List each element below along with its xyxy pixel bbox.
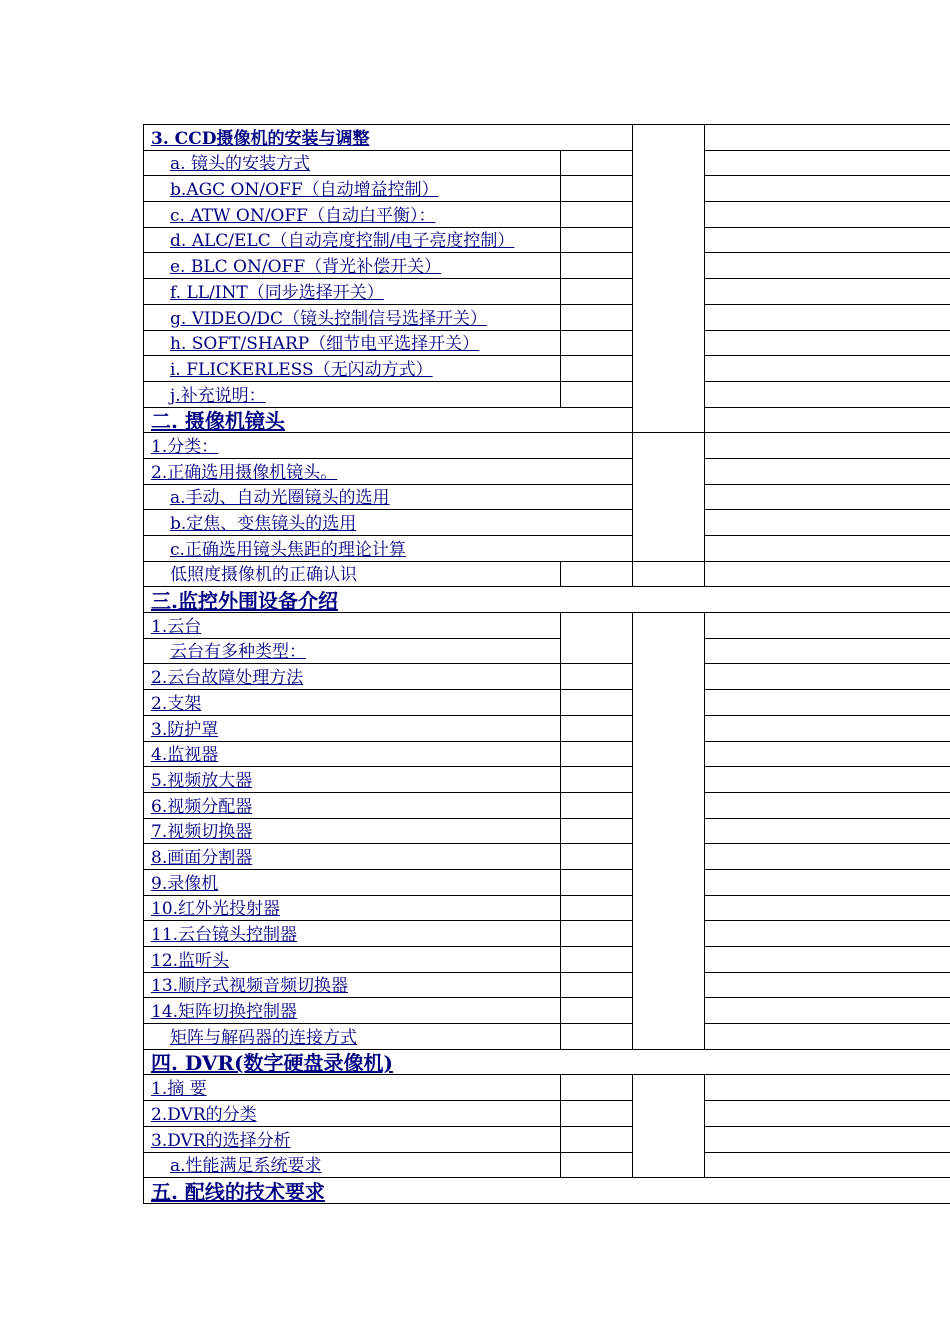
table-row xyxy=(144,869,950,895)
row-title-cell xyxy=(144,561,561,587)
outline-item[interactable]: 2.云台故障处理方法 xyxy=(151,668,304,689)
table-row xyxy=(144,279,950,305)
empty-cell xyxy=(633,561,705,587)
empty-cell xyxy=(561,279,633,305)
empty-cell xyxy=(561,947,633,973)
table-row xyxy=(144,690,950,716)
row-title-cell xyxy=(144,844,561,870)
row-title-cell xyxy=(144,536,633,562)
notes-cell xyxy=(705,1152,950,1178)
notes-cell xyxy=(705,741,950,767)
outline-item[interactable]: 10.红外光投射器 xyxy=(151,899,281,920)
outline-item[interactable]: e. BLC ON/OFF（背光补偿开关） xyxy=(170,257,442,278)
table-row xyxy=(144,1152,950,1178)
empty-cell xyxy=(561,844,633,870)
table-row xyxy=(144,125,950,151)
notes-cell xyxy=(705,638,950,664)
table-row xyxy=(144,433,950,459)
outline-item[interactable]: c. ATW ON/OFF（自动白平衡）： xyxy=(170,205,436,226)
notes-cell xyxy=(705,1126,950,1152)
table-row xyxy=(144,638,950,664)
empty-cell xyxy=(561,150,633,176)
row-title-cell xyxy=(144,1178,950,1204)
table-row xyxy=(144,587,950,613)
row-title-cell xyxy=(144,458,633,484)
row-title-cell xyxy=(144,125,633,151)
empty-cell xyxy=(561,304,633,330)
row-title-cell xyxy=(144,613,561,639)
table-row xyxy=(144,407,950,433)
row-title-cell xyxy=(144,869,561,895)
notes-cell xyxy=(705,844,950,870)
table-row xyxy=(144,1101,950,1127)
table-row xyxy=(144,202,950,228)
notes-cell xyxy=(705,818,950,844)
outline-item[interactable]: 2.DVR的分类 xyxy=(151,1104,257,1125)
empty-cell xyxy=(561,330,633,356)
empty-cell xyxy=(561,227,633,253)
empty-cell xyxy=(561,690,633,716)
notes-cell xyxy=(705,1101,950,1127)
row-title-cell xyxy=(144,972,561,998)
notes-cell xyxy=(705,510,950,536)
table-row xyxy=(144,330,950,356)
notes-cell xyxy=(705,458,950,484)
table-row xyxy=(144,818,950,844)
outline-item[interactable]: 11.云台镜头控制器 xyxy=(151,925,298,945)
notes-cell xyxy=(705,150,950,176)
outline-item[interactable]: 7.视频切换器 xyxy=(151,822,253,843)
table-row xyxy=(144,227,950,253)
notes-cell xyxy=(705,227,950,253)
empty-cell xyxy=(561,1126,633,1152)
outline-item[interactable]: a. 镜头的安装方式 xyxy=(170,154,310,175)
notes-cell xyxy=(705,407,950,433)
empty-cell xyxy=(561,381,633,407)
empty-cell xyxy=(561,1101,633,1127)
table-row xyxy=(144,484,950,510)
notes-cell xyxy=(705,330,950,356)
row-title-cell xyxy=(144,279,561,305)
outline-item[interactable]: b.定焦、变焦镜头的选用 xyxy=(170,514,357,534)
row-title-cell xyxy=(144,1049,950,1075)
empty-cell xyxy=(561,869,633,895)
row-title-cell xyxy=(144,638,561,664)
row-title-cell xyxy=(144,741,561,767)
outline-item[interactable]: 13.顺序式视频音频切换器 xyxy=(151,976,349,997)
table-row xyxy=(144,767,950,793)
merged-cell xyxy=(633,125,705,433)
row-title-cell xyxy=(144,1024,561,1050)
table-row xyxy=(144,253,950,279)
outline-item[interactable]: 矩阵与解码器的连接方式 xyxy=(170,1027,357,1048)
row-title-cell xyxy=(144,1075,561,1101)
row-title-cell xyxy=(144,510,633,536)
row-title-cell xyxy=(144,381,561,407)
notes-cell xyxy=(705,998,950,1024)
table-row xyxy=(144,664,950,690)
merged-cell xyxy=(561,613,633,664)
outline-item[interactable]: 6.视频分配器 xyxy=(151,796,253,817)
table-row xyxy=(144,150,950,176)
section-heading[interactable]: 四. DVR(数字硬盘录像机) xyxy=(151,1051,393,1075)
table-row xyxy=(144,792,950,818)
empty-cell xyxy=(561,792,633,818)
notes-cell xyxy=(705,690,950,716)
table-row xyxy=(144,356,950,382)
table-row xyxy=(144,715,950,741)
table-row xyxy=(144,536,950,562)
table-row xyxy=(144,561,950,587)
outline-item[interactable]: 低照度摄像机的正确认识 xyxy=(170,565,357,586)
notes-cell xyxy=(705,613,950,639)
empty-cell xyxy=(561,664,633,690)
outline-item[interactable]: 1.摘 要 xyxy=(151,1079,207,1100)
notes-cell xyxy=(705,921,950,947)
outline-item[interactable]: j.补充说明： xyxy=(170,385,266,406)
outline-item[interactable]: i. FLICKERLESS（无闪动方式） xyxy=(170,359,433,380)
notes-cell xyxy=(705,792,950,818)
outline-item[interactable]: 12.监听头 xyxy=(151,950,230,971)
outline-table xyxy=(143,124,950,1204)
empty-cell xyxy=(561,561,633,587)
empty-cell xyxy=(561,715,633,741)
row-title-cell xyxy=(144,1152,561,1178)
outline-item[interactable]: 2.支架 xyxy=(151,693,202,714)
row-title-cell xyxy=(144,998,561,1024)
empty-cell xyxy=(561,253,633,279)
notes-cell xyxy=(705,304,950,330)
empty-cell xyxy=(561,176,633,202)
merged-cell xyxy=(633,433,705,561)
outline-item[interactable]: h. SOFT/SHARP（细节电平选择开关） xyxy=(170,334,480,355)
table-row xyxy=(144,741,950,767)
outline-item[interactable]: d. ALC/ELC（自动亮度控制/电子亮度控制） xyxy=(170,231,515,252)
row-title-cell xyxy=(144,1101,561,1127)
row-title-cell xyxy=(144,304,561,330)
row-title-cell xyxy=(144,947,561,973)
row-title-cell xyxy=(144,407,633,433)
row-title-cell xyxy=(144,587,950,613)
outline-item[interactable]: a.手动、自动光圈镜头的选用 xyxy=(170,488,390,509)
section-heading[interactable]: 二. 摄像机镜头 xyxy=(151,409,285,433)
table-row xyxy=(144,895,950,921)
empty-cell xyxy=(561,1152,633,1178)
empty-cell xyxy=(561,818,633,844)
row-title-cell xyxy=(144,150,561,176)
row-title-cell xyxy=(144,664,561,690)
outline-item[interactable]: 9.录像机 xyxy=(151,873,219,894)
row-title-cell xyxy=(144,792,561,818)
empty-cell xyxy=(561,1075,633,1101)
notes-cell xyxy=(705,356,950,382)
table-row xyxy=(144,1049,950,1075)
notes-cell xyxy=(705,202,950,228)
section-heading[interactable]: 三.监控外围设备介绍 xyxy=(151,589,338,613)
notes-cell xyxy=(705,664,950,690)
notes-cell xyxy=(705,972,950,998)
merged-cell xyxy=(633,1075,705,1178)
row-title-cell xyxy=(144,895,561,921)
row-title-cell xyxy=(144,330,561,356)
empty-cell xyxy=(561,767,633,793)
row-title-cell xyxy=(144,356,561,382)
row-title-cell xyxy=(144,690,561,716)
row-title-cell xyxy=(144,818,561,844)
notes-cell xyxy=(705,279,950,305)
outline-item[interactable]: 5.视频放大器 xyxy=(151,770,253,791)
outline-item[interactable]: 2.正确选用摄像机镜头。 xyxy=(151,462,338,483)
notes-cell xyxy=(705,433,950,459)
row-title-cell xyxy=(144,715,561,741)
empty-cell xyxy=(561,1024,633,1050)
table-row xyxy=(144,381,950,407)
outline-item[interactable]: 4.监视器 xyxy=(151,745,219,766)
table-row xyxy=(144,176,950,202)
outline-item[interactable]: g. VIDEO/DC（镜头控制信号选择开关） xyxy=(170,308,488,329)
outline-item[interactable]: 14.矩阵切换控制器 xyxy=(151,1002,298,1023)
outline-item[interactable]: 3.防护罩 xyxy=(151,719,219,740)
outline-item[interactable]: c.正确选用镜头焦距的理论计算 xyxy=(170,539,406,560)
row-title-cell xyxy=(144,767,561,793)
table-row xyxy=(144,510,950,536)
notes-cell xyxy=(705,947,950,973)
row-title-cell xyxy=(144,202,561,228)
notes-cell xyxy=(705,484,950,510)
table-row xyxy=(144,1178,950,1204)
table-row xyxy=(144,998,950,1024)
table-row xyxy=(144,304,950,330)
table-row xyxy=(144,458,950,484)
row-title-cell xyxy=(144,921,561,947)
notes-cell xyxy=(705,869,950,895)
table-row xyxy=(144,1075,950,1101)
table-row xyxy=(144,1126,950,1152)
notes-cell xyxy=(705,536,950,562)
outline-item[interactable]: 8.画面分割器 xyxy=(151,847,253,868)
table-row xyxy=(144,1024,950,1050)
empty-cell xyxy=(561,921,633,947)
empty-cell xyxy=(561,202,633,228)
row-title-cell xyxy=(144,227,561,253)
empty-cell xyxy=(561,741,633,767)
notes-cell xyxy=(705,561,950,587)
table-row xyxy=(144,844,950,870)
outline-item[interactable]: 3.DVR的选择分析 xyxy=(151,1130,291,1151)
outline-item[interactable]: a.性能满足系统要求 xyxy=(170,1156,322,1177)
merged-cell xyxy=(633,613,705,1050)
notes-cell xyxy=(705,176,950,202)
notes-cell xyxy=(705,125,950,151)
row-title-cell xyxy=(144,484,633,510)
outline-item[interactable]: f. LL/INT（同步选择开关） xyxy=(170,282,384,303)
row-title-cell xyxy=(144,1126,561,1152)
empty-cell xyxy=(561,998,633,1024)
notes-cell xyxy=(705,1024,950,1050)
outline-item[interactable]: b.AGC ON/OFF（自动增益控制） xyxy=(170,180,439,201)
empty-cell xyxy=(561,356,633,382)
empty-cell xyxy=(561,895,633,921)
notes-cell xyxy=(705,381,950,407)
table-row xyxy=(144,972,950,998)
notes-cell xyxy=(705,253,950,279)
empty-cell xyxy=(561,972,633,998)
notes-cell xyxy=(705,1075,950,1101)
outline-item[interactable]: 云台有多种类型： xyxy=(170,642,306,663)
row-title-cell xyxy=(144,253,561,279)
section-subheading[interactable]: 3. CCD摄像机的安装与调整 xyxy=(151,128,370,149)
row-title-cell xyxy=(144,433,633,459)
table-row xyxy=(144,921,950,947)
notes-cell xyxy=(705,895,950,921)
outline-item[interactable]: 1.云台 xyxy=(151,616,202,637)
outline-item[interactable]: 1.分类： xyxy=(151,436,219,457)
table-row xyxy=(144,613,950,639)
row-title-cell xyxy=(144,176,561,202)
table-row xyxy=(144,947,950,973)
notes-cell xyxy=(705,767,950,793)
section-heading[interactable]: 五. 配线的技术要求 xyxy=(151,1179,325,1204)
notes-cell xyxy=(705,715,950,741)
